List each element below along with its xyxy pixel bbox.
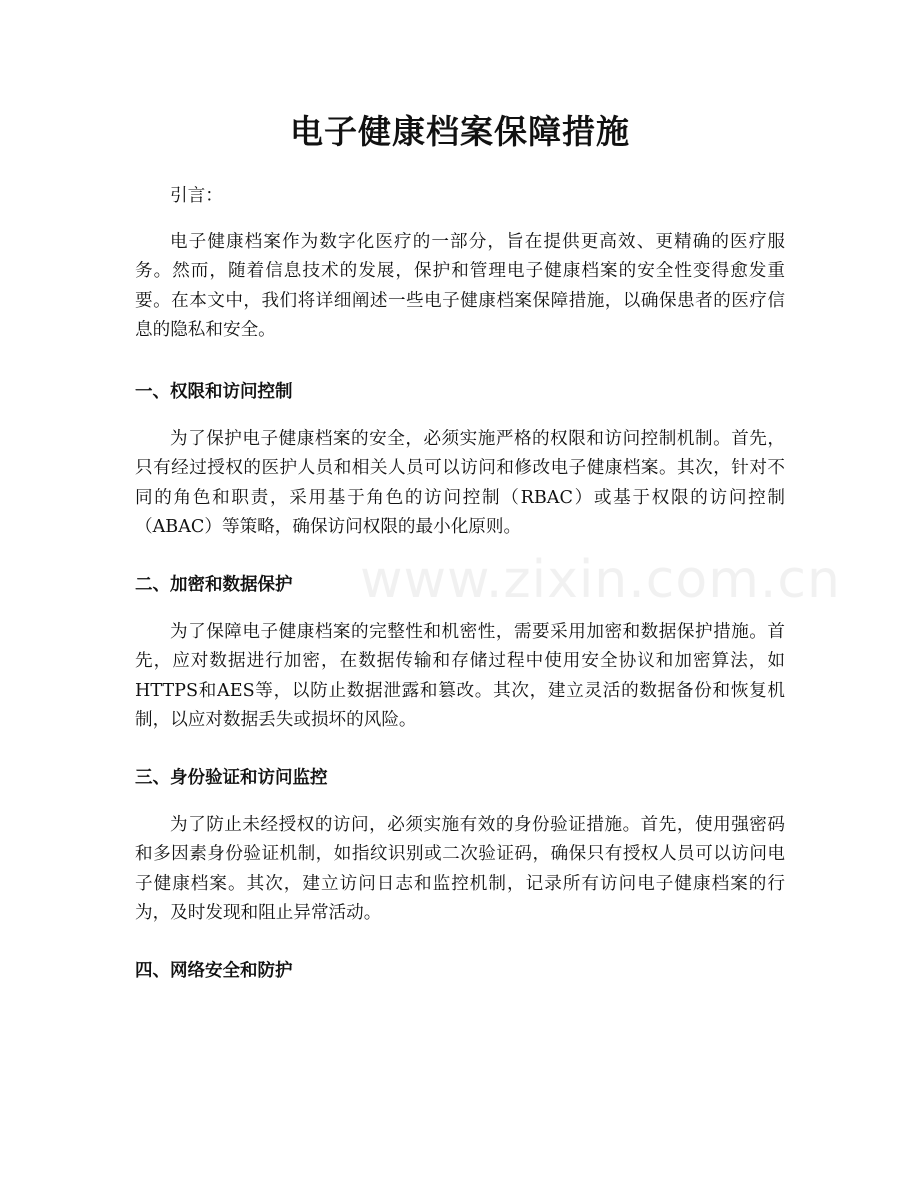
document-content — [135, 182, 841, 1014]
section-body-authentication: 为了防止未经授权的访问，必须实施有效的身份验证措施。首先，使用强密码和多因素身份验证机制，如指纹识别或二次验证码，确保只有授权人员可以访问电子健康档案。其次，建立访问日志和监控机制，记录所有访问电子健康档案的行为，及时发现和阻止异常活动。 — [135, 814, 785, 923]
intro-label: 引言： — [170, 186, 223, 206]
section-heading-network-security: 四、网络安全和防护 — [135, 960, 293, 981]
document-title: 电子健康档案保障措施 — [290, 112, 630, 151]
intro-paragraph: 电子健康档案作为数字化医疗的一部分，旨在提供更高效、更精确的医疗服务。然而，随着信息技术的发展，保护和管理电子健康档案的安全性变得愈发重要。在本文中，我们将详细阐述一些电子健康档案保障措施，以确保患者的医疗信息的隐私和安全。 — [135, 231, 785, 340]
section-body-permissions: 为了保护电子健康档案的安全，必须实施严格的权限和访问控制机制。首先，只有经过授权的医护人员和相关人员可以访问和修改电子健康档案。其次，针对不同的角色和职责，采用基于角色的访问控制（RBAC）或基于权限的访问控制（ABAC）等策略，确保访问权限的最小化原则。 — [135, 428, 785, 537]
section-heading-authentication: 三、身份验证和访问监控 — [135, 767, 328, 788]
section-heading-encryption: 二、加密和数据保护 — [135, 574, 293, 595]
watermark: www.zixin.com.cn — [360, 550, 841, 610]
section-heading-permissions: 一、权限和访问控制 — [135, 381, 293, 402]
section-body-encryption: 为了保障电子健康档案的完整性和机密性，需要采用加密和数据保护措施。首先，应对数据进行加密，在数据传输和存储过程中使用安全协议和加密算法，如HTTPS和AES等，以防止数据泄露和篡改。其次，建立灵活的数据备份和恢复机制，以应对数据丢失或损坏的风险。 — [135, 621, 785, 730]
